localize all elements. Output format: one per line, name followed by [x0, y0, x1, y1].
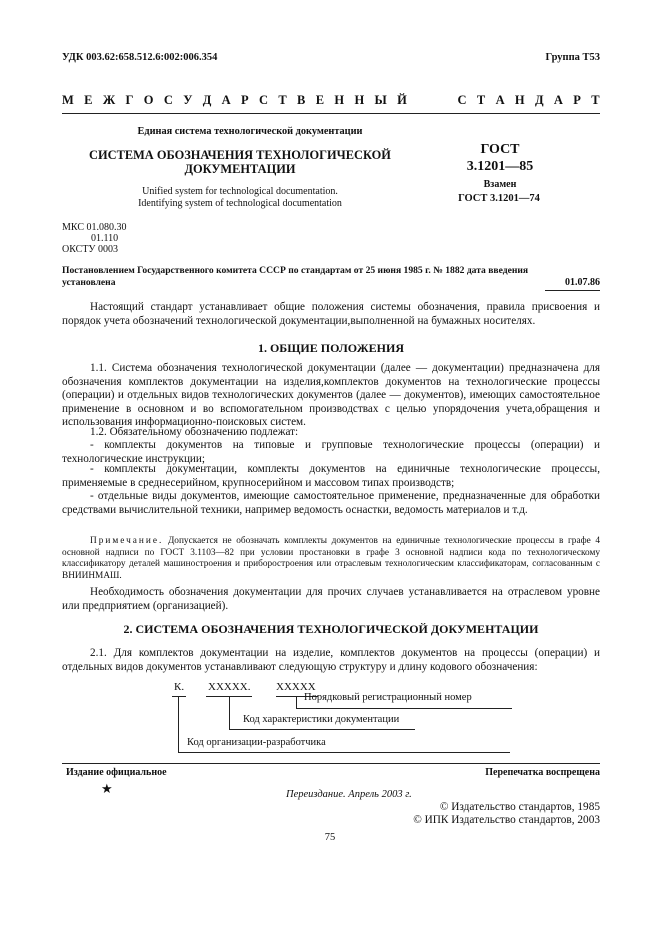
title-letter: М — [62, 93, 74, 107]
title-letter: Е — [315, 93, 325, 107]
title-letter: Т — [476, 93, 486, 107]
official-edition: Издание официальное — [66, 767, 167, 778]
title-letter: Н — [334, 93, 345, 107]
document-title-line2: ДОКУМЕНТАЦИИ — [184, 161, 296, 176]
intro-paragraph: Настоящий стандарт устанавливает общие положения системы обозначения, правила присвоения и порядок учета обозначений технологической документации,выполненной на бумажных носителях. — [62, 301, 600, 327]
footer-divider — [62, 763, 600, 764]
gost-label: ГОСТ — [480, 142, 520, 157]
title-letter — [417, 93, 420, 108]
title-letter: С — [457, 93, 467, 107]
leader-org-horizontal — [178, 752, 510, 753]
title-letter: Е — [84, 93, 93, 107]
title-letter: Н — [514, 93, 525, 107]
title-letter: Ж — [102, 93, 116, 107]
group-code: Группа Т53 — [545, 52, 600, 63]
paragraph-1-1: 1.1. Система обозначения технологической документации (далее — документации) предназначена для обозначения комплектов документации на изделия,комплектов документов на технологические процессы (операции) и отдельных видов технологических документов (далее — документов), имеющих самостоятельное применение в основном и во вспомогательном производствах с целью упорядочения учета,обращения и использования информационно-поисковых систем. — [62, 362, 600, 429]
title-letter: Ы — [374, 93, 387, 107]
section-2-heading: 2. СИСТЕМА ОБОЗНАЧЕНИЯ ТЕХНОЛОГИЧЕСКОЙ ДОКУМЕНТАЦИИ — [123, 622, 539, 636]
title-letter: Д — [534, 93, 544, 107]
title-letter: Д — [202, 93, 212, 107]
date-underline — [545, 290, 600, 291]
okstu-code: ОКСТУ 0003 — [62, 244, 119, 255]
star-icon: ★ — [101, 781, 113, 796]
title-letter: В — [297, 93, 306, 107]
document-title — [70, 149, 410, 176]
code-part-registration: ХХХХХ — [276, 681, 316, 693]
paragraph-2-1: 2.1. Для комплектов документации на изделие, комплектов документов на процессы (операции) и отдельных видов документов устанавливают следующую структуру и длину кодового обозначения: — [62, 647, 600, 673]
list-item-2: - комплекты документации, комплекты документов на единичные технологические процессы, применяемые в среднесерийном, крупносерийном и массовом типах производств; — [62, 463, 600, 489]
note-label: Примечание. — [90, 536, 164, 546]
leader-registration-vertical — [296, 696, 297, 708]
note-paragraph — [62, 536, 600, 582]
mks-code-2: 01.110 — [91, 233, 119, 244]
english-title-line2: Identifying system of technological documentation — [138, 198, 342, 209]
note-text: Допускается не обозначать комплекты документов на единичные технологические процессы в графе 4 основной надписи по ГОСТ 3.1103—82 при условии простановки в графе 3 основной надписи кода по технологическому классификатору деталей машиностроения и приборостроения или отраслевым технологическим классификаторам, согласованным с ВНИИНМАШ. — [62, 536, 600, 581]
title-letter: А — [495, 93, 505, 107]
introduction-date: 01.07.86 — [565, 277, 600, 288]
section-1-heading: 1. ОБЩИЕ ПОЛОЖЕНИЯ — [257, 341, 405, 355]
leader-characteristic-vertical — [229, 696, 230, 729]
title-letter: Т — [591, 93, 600, 107]
mks-code: МКС 01.080.30 — [62, 222, 127, 233]
copyright-2003: © ИПК Издательство стандартов, 2003 — [413, 814, 600, 826]
replaces-label: Взамен — [483, 179, 517, 190]
title-letter: Н — [354, 93, 365, 107]
title-letter: А — [553, 93, 563, 107]
title-letter: Р — [573, 93, 581, 107]
label-organization-code: Код организации-разработчика — [187, 737, 326, 748]
title-letter: У — [183, 93, 193, 107]
title-letter — [431, 93, 434, 108]
title-letter: Й — [397, 93, 407, 107]
title-letter: А — [221, 93, 231, 107]
list-item-3: - отдельные виды документов, имеющие самостоятельное применение, предназначенные для обработки средствами вычислительной техники, например ведомость оснастки, ведомость материалов и т.д. — [62, 490, 600, 516]
title-letter: Р — [241, 93, 249, 107]
title-letter: Т — [278, 93, 287, 107]
paragraph-1-3: Необходимость обозначения документации для прочих случаев устанавливается на отраслевом уровне или предприятием (организацией). — [62, 586, 600, 612]
document-title-line1: СИСТЕМА ОБОЗНАЧЕНИЯ ТЕХНОЛОГИЧЕСКОЙ — [89, 148, 391, 162]
label-registration-number: Порядковый регистрационный номер — [304, 692, 472, 703]
title-letter: Г — [125, 93, 134, 107]
code-part-characteristic: ХХХХХ. — [208, 681, 251, 693]
copyright-1985: © Издательство стандартов, 1985 — [439, 801, 600, 813]
decree-text: Постановлением Государственного комитета СССР по стандартам от 25 июня 1985 г. № 1882 дата введения — [62, 265, 529, 276]
decree-text-2: установлена — [62, 277, 116, 288]
title-letter — [444, 93, 447, 108]
label-characteristic-code: Код характеристики документации — [243, 714, 400, 725]
title-letter: О — [143, 93, 154, 107]
system-name: Единая система технологической документации — [137, 126, 363, 137]
gost-number: 3.1201—85 — [466, 159, 534, 174]
english-title — [90, 186, 390, 210]
title-letter: С — [163, 93, 173, 107]
paragraph-1-2: 1.2. Обязательному обозначению подлежат: — [90, 426, 299, 438]
reprint-prohibited: Перепечатка воспрещена — [485, 767, 600, 778]
leader-org-vertical — [178, 696, 179, 752]
title-letter: С — [259, 93, 269, 107]
underline-k — [172, 696, 186, 697]
replaced-standard: ГОСТ 3.1201—74 — [458, 193, 540, 204]
leader-characteristic-horizontal — [229, 729, 415, 730]
code-part-k: К. — [174, 681, 185, 693]
leader-registration-horizontal — [296, 708, 512, 709]
english-title-line1: Unified system for technological documentation. — [142, 186, 338, 197]
page-number: 75 — [324, 832, 336, 843]
udk-code: УДК 003.62:658.512.6:002:006.354 — [62, 52, 218, 63]
reissue-note: Переиздание. Апрель 2003 г. — [286, 789, 412, 800]
standard-type-title — [62, 93, 600, 108]
header-divider — [62, 113, 600, 114]
list-item-1: - комплекты документов на типовые и групповые технологические процессы (операции) и технологические инструкции; — [62, 439, 600, 465]
